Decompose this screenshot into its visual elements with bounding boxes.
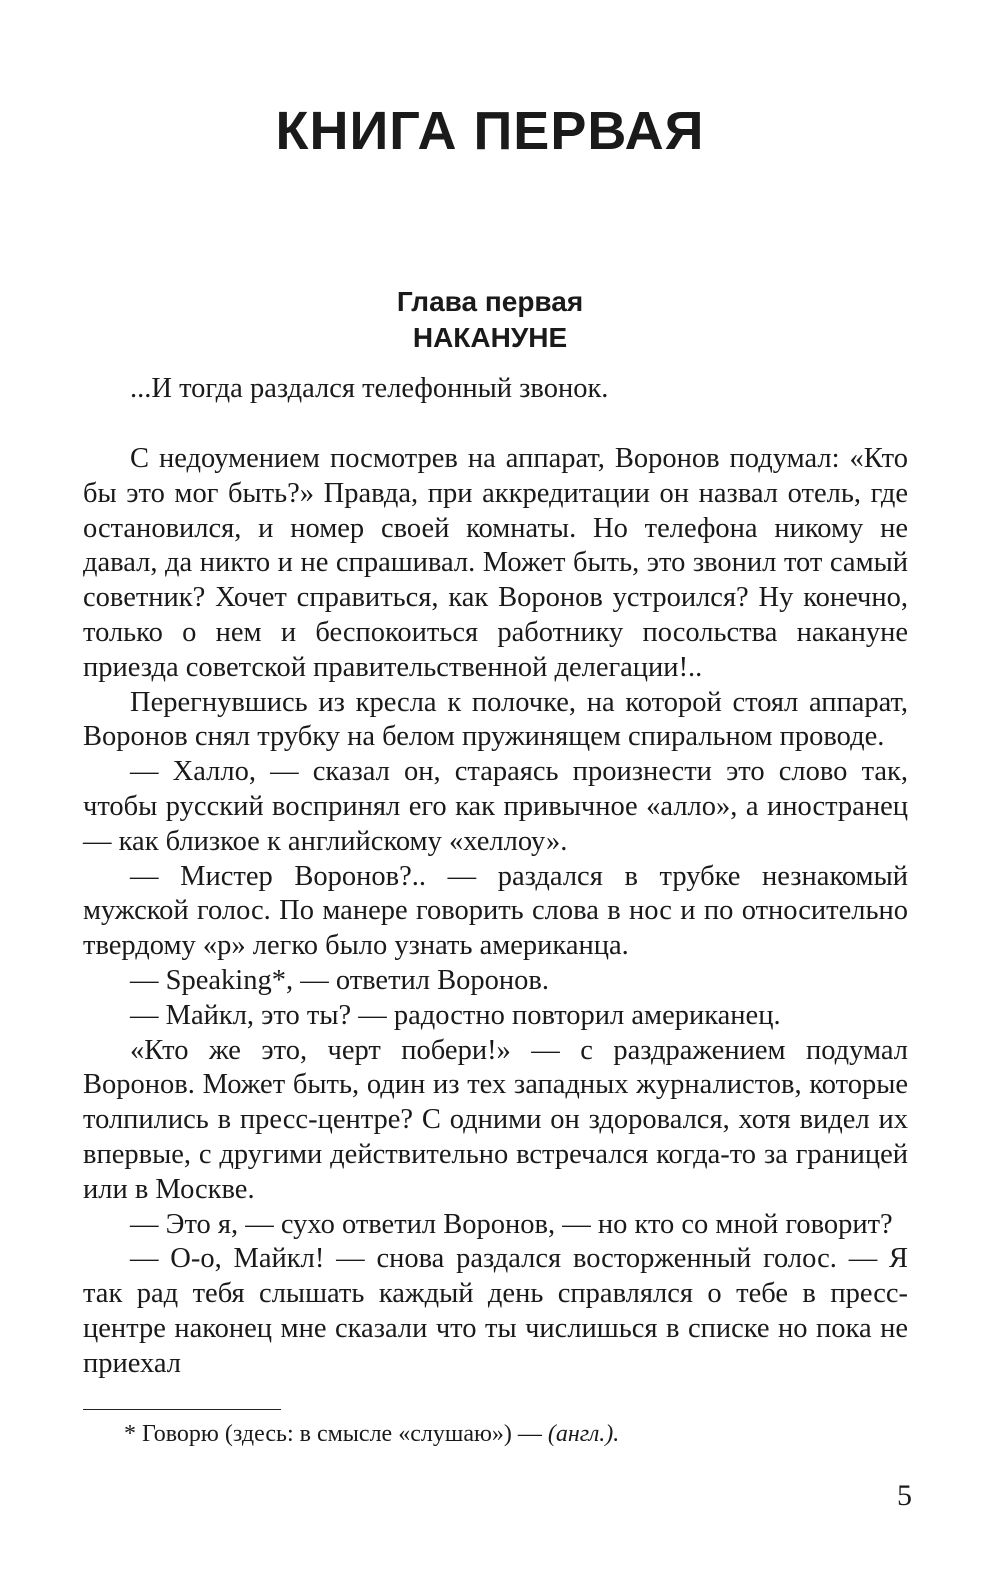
paragraph: — Майкл, это ты? — радостно повторил американец.: [130, 999, 781, 1031]
paragraph: — Это я, — сухо ответил Воронов, — но кто со мной говорит?: [130, 1208, 893, 1240]
footnote-text: * Говорю (здесь: в смысле «слушаю») —: [124, 1421, 548, 1447]
page-number: 5: [897, 1479, 912, 1512]
chapter-label: Глава первая: [396, 286, 584, 317]
paragraph: — Халло, — сказал он, стараясь произнести это слово так, чтобы русский воспринял его как привычное «алло», а иностранец — как близкое к английскому «хеллоу».: [83, 756, 908, 857]
paragraph: — Speaking*, — ответил Воронов.: [130, 964, 549, 996]
footnote-language: (англ.).: [547, 1421, 620, 1447]
paragraph: «Кто же это, черт побери!» — с раздражением подумал Воронов. Может быть, один из тех западных журналистов, которые толпились в пресс-центре? С одними он здоровался, хотя видел их впервые, с другими действительно встречался когда-то за границей или в Москве.: [83, 1034, 908, 1205]
footnote-divider: [83, 1409, 281, 1410]
opening-line: ...И тогда раздался телефонный звонок.: [130, 373, 609, 404]
book-title: КНИГА ПЕРВАЯ: [275, 101, 705, 161]
chapter-title: НАКАНУНЕ: [412, 322, 568, 353]
paragraph: — Мистер Воронов?.. — раздался в трубке незнакомый мужской голос. По манере говорить слова в нос и по относительно твердому «р» легко было узнать американца.: [83, 860, 908, 962]
footnote: [124, 1418, 619, 1450]
paragraph: С недоумением посмотрев на аппарат, Воронов подумал: «Кто бы это мог быть?» Правда, при аккредитации он назвал отель, где остановился, и номер своей комнаты. Но телефона никому не давал, да никто и не спрашивал. Может быть, это звонил тот самый советник? Хочет справиться, как Воронов устроился? Ну конечно, только о нем и беспокоиться работнику посольства накануне приезда советской правительственной делегации!..: [83, 443, 908, 683]
opening-line-block: [83, 372, 908, 407]
chapter-body: [83, 442, 908, 1382]
paragraph: Перегнувшись из кресла к полочке, на которой стоял аппарат, Воронов снял трубку на белом пружинящем спиральном проводе.: [83, 686, 908, 753]
paragraph: — О-о, Майкл! — снова раздался восторженный голос. — Я так рад тебя слышать каждый день справлялся о тебе в пресс-центре наконец мне сказали что ты числишься в списке но пока не приехал: [83, 1243, 908, 1379]
